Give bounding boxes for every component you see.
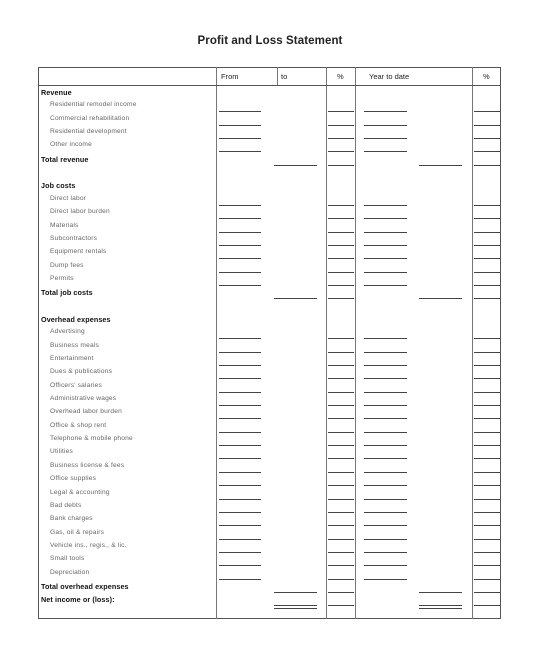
section-heading: Revenue — [41, 88, 72, 97]
ytd-amount-field[interactable] — [364, 472, 407, 473]
line-item-label: Dues & publications — [50, 368, 113, 376]
ytd-percent-field[interactable] — [474, 565, 500, 566]
percent-field[interactable] — [328, 258, 354, 259]
column-header-to: to — [281, 72, 288, 81]
line-item-label: Telephone & mobile phone — [50, 435, 133, 443]
percent-field[interactable] — [328, 418, 354, 419]
total-ytd-percent-field[interactable] — [474, 605, 500, 606]
ytd-amount-field[interactable] — [364, 125, 407, 126]
total-label: Total revenue — [41, 154, 89, 164]
total-amount-field[interactable] — [274, 605, 317, 606]
column-header-percent: % — [337, 72, 344, 81]
line-item-label: Administrative wages — [50, 395, 117, 403]
percent-field[interactable] — [328, 472, 354, 473]
ytd-amount-field[interactable] — [364, 539, 407, 540]
ytd-percent-field[interactable] — [474, 392, 500, 393]
statement-table — [38, 67, 501, 619]
percent-field[interactable] — [328, 352, 354, 353]
percent-field[interactable] — [328, 138, 354, 139]
line-item-label: Commercial rehabilitation — [50, 114, 130, 122]
ytd-percent-field[interactable] — [474, 125, 500, 126]
ytd-percent-field[interactable] — [474, 138, 500, 139]
total-ytd-percent-field[interactable] — [474, 298, 500, 299]
ytd-amount-field[interactable] — [364, 445, 407, 446]
line-item-label: Materials — [50, 221, 79, 229]
total-percent-field[interactable] — [328, 165, 354, 166]
column-divider — [472, 67, 473, 619]
ytd-percent-field[interactable] — [474, 445, 500, 446]
percent-field[interactable] — [328, 338, 354, 339]
ytd-amount-field[interactable] — [364, 285, 407, 286]
ytd-amount-field[interactable] — [364, 218, 407, 219]
ytd-percent-field[interactable] — [474, 285, 500, 286]
from-amount-field[interactable] — [219, 539, 261, 540]
ytd-amount-field[interactable] — [364, 378, 407, 379]
total-ytd-percent-field[interactable] — [474, 165, 500, 166]
ytd-amount-field[interactable] — [364, 565, 407, 566]
percent-field[interactable] — [328, 392, 354, 393]
percent-field[interactable] — [328, 539, 354, 540]
from-amount-field[interactable] — [219, 485, 261, 486]
ytd-amount-field[interactable] — [364, 432, 407, 433]
from-amount-field[interactable] — [219, 352, 261, 353]
ytd-percent-field[interactable] — [474, 151, 500, 152]
ytd-percent-field[interactable] — [474, 218, 500, 219]
column-divider — [355, 67, 356, 619]
from-amount-field[interactable] — [219, 525, 261, 526]
percent-field[interactable] — [328, 205, 354, 206]
ytd-percent-field[interactable] — [474, 245, 500, 246]
line-item-label: Business license & fees — [50, 461, 125, 469]
from-amount-field[interactable] — [219, 232, 261, 233]
percent-field[interactable] — [328, 499, 354, 500]
page-title: Profit and Loss Statement — [197, 35, 343, 47]
line-item-label: Advertising — [50, 328, 85, 336]
percent-field[interactable] — [328, 512, 354, 513]
percent-field[interactable] — [328, 218, 354, 219]
ytd-percent-field[interactable] — [474, 499, 500, 500]
line-item-label: Equipment rentals — [50, 248, 107, 256]
from-amount-field[interactable] — [219, 392, 261, 393]
net-double-underline[interactable] — [274, 608, 317, 609]
total-ytd-amount-field[interactable] — [419, 165, 462, 166]
total-amount-field[interactable] — [274, 165, 317, 166]
ytd-percent-field[interactable] — [474, 205, 500, 206]
ytd-amount-field[interactable] — [364, 552, 407, 553]
from-amount-field[interactable] — [219, 565, 261, 566]
ytd-amount-field[interactable] — [364, 365, 407, 366]
line-item-label: Officers' salaries — [50, 381, 103, 389]
ytd-percent-field[interactable] — [474, 405, 500, 406]
ytd-percent-field[interactable] — [474, 111, 500, 112]
total-ytd-amount-field[interactable] — [419, 605, 462, 606]
ytd-amount-field[interactable] — [364, 111, 407, 112]
section-heading: Job costs — [41, 181, 76, 191]
line-item-label: Direct labor burden — [50, 208, 110, 216]
header-divider — [38, 85, 501, 86]
percent-field[interactable] — [328, 405, 354, 406]
line-item-label: Residential remodel income — [50, 101, 137, 109]
ytd-amount-field[interactable] — [364, 579, 407, 580]
ytd-amount-field[interactable] — [364, 258, 407, 259]
percent-field[interactable] — [328, 445, 354, 446]
percent-field[interactable] — [328, 485, 354, 486]
from-amount-field[interactable] — [219, 272, 261, 273]
from-amount-field[interactable] — [219, 111, 261, 112]
total-amount-field[interactable] — [274, 298, 317, 299]
from-amount-field[interactable] — [219, 579, 261, 580]
percent-field[interactable] — [328, 151, 354, 152]
ytd-percent-field[interactable] — [474, 579, 500, 580]
percent-field[interactable] — [328, 365, 354, 366]
percent-field[interactable] — [328, 579, 354, 580]
from-amount-field[interactable] — [219, 138, 261, 139]
line-item-label: Direct labor — [50, 194, 87, 202]
percent-field[interactable] — [328, 552, 354, 553]
line-item-label: Bank charges — [50, 515, 93, 523]
percent-field[interactable] — [328, 111, 354, 112]
ytd-amount-field[interactable] — [364, 418, 407, 419]
column-divider — [216, 67, 217, 619]
ytd-percent-field[interactable] — [474, 539, 500, 540]
line-item-label: Small tools — [50, 555, 85, 563]
from-amount-field[interactable] — [219, 512, 261, 513]
ytd-amount-field[interactable] — [364, 458, 407, 459]
from-amount-field[interactable] — [219, 338, 261, 339]
ytd-percent-field[interactable] — [474, 485, 500, 486]
line-item-label: Dump fees — [50, 261, 84, 269]
ytd-percent-field[interactable] — [474, 552, 500, 553]
ytd-amount-field[interactable] — [364, 499, 407, 500]
total-ytd-amount-field[interactable] — [419, 298, 462, 299]
percent-field[interactable] — [328, 432, 354, 433]
total-ytd-amount-field[interactable] — [419, 592, 462, 593]
total-ytd-percent-field[interactable] — [474, 592, 500, 593]
from-amount-field[interactable] — [219, 151, 261, 152]
column-divider — [326, 67, 327, 619]
from-amount-field[interactable] — [219, 499, 261, 500]
line-item-label: Permits — [50, 274, 74, 282]
from-amount-field[interactable] — [219, 245, 261, 246]
ytd-percent-field[interactable] — [474, 458, 500, 459]
column-header-percent-ytd: % — [483, 72, 490, 81]
from-amount-field[interactable] — [219, 458, 261, 459]
line-item-label: Gas, oil & repairs — [50, 528, 105, 536]
ytd-amount-field[interactable] — [364, 512, 407, 513]
from-amount-field[interactable] — [219, 378, 261, 379]
net-ytd-double-underline[interactable] — [419, 608, 462, 609]
total-label: Total overhead expenses — [41, 581, 129, 591]
from-amount-field[interactable] — [219, 418, 261, 419]
ytd-percent-field[interactable] — [474, 525, 500, 526]
ytd-amount-field[interactable] — [364, 485, 407, 486]
ytd-amount-field[interactable] — [364, 138, 407, 139]
percent-field[interactable] — [328, 458, 354, 459]
column-header-from: From — [221, 72, 239, 81]
total-label: Total job costs — [41, 288, 93, 298]
column-header-year-to-date: Year to date — [369, 72, 410, 81]
ytd-percent-field[interactable] — [474, 432, 500, 433]
section-heading: Overhead expenses — [41, 314, 111, 324]
from-amount-field[interactable] — [219, 258, 261, 259]
ytd-percent-field[interactable] — [474, 338, 500, 339]
ytd-amount-field[interactable] — [364, 151, 407, 152]
from-amount-field[interactable] — [219, 552, 261, 553]
ytd-percent-field[interactable] — [474, 232, 500, 233]
percent-field[interactable] — [328, 565, 354, 566]
line-item-label: Business meals — [50, 341, 99, 349]
from-amount-field[interactable] — [219, 285, 261, 286]
ytd-percent-field[interactable] — [474, 418, 500, 419]
ytd-amount-field[interactable] — [364, 392, 407, 393]
ytd-amount-field[interactable] — [364, 272, 407, 273]
ytd-amount-field[interactable] — [364, 205, 407, 206]
ytd-percent-field[interactable] — [474, 352, 500, 353]
ytd-percent-field[interactable] — [474, 472, 500, 473]
total-percent-field[interactable] — [328, 298, 354, 299]
line-item-label: Legal & accounting — [50, 488, 110, 496]
line-item-label: Office supplies — [50, 475, 97, 483]
ytd-amount-field[interactable] — [364, 245, 407, 246]
total-amount-field[interactable] — [274, 592, 317, 593]
from-amount-field[interactable] — [219, 205, 261, 206]
ytd-percent-field[interactable] — [474, 258, 500, 259]
line-item-label: Office & shop rent — [50, 421, 107, 429]
ytd-amount-field[interactable] — [364, 232, 407, 233]
ytd-percent-field[interactable] — [474, 272, 500, 273]
line-item-label: Utilities — [50, 448, 74, 456]
line-item-label: Depreciation — [50, 568, 90, 576]
from-amount-field[interactable] — [219, 472, 261, 473]
ytd-percent-field[interactable] — [474, 365, 500, 366]
ytd-percent-field[interactable] — [474, 378, 500, 379]
percent-field[interactable] — [328, 378, 354, 379]
line-item-label: Overhead labor burden — [50, 408, 123, 416]
percent-field[interactable] — [328, 525, 354, 526]
line-item-label: Subcontractors — [50, 234, 98, 242]
percent-field[interactable] — [328, 125, 354, 126]
line-item-label: Residential development — [50, 128, 127, 136]
total-percent-field[interactable] — [328, 592, 354, 593]
from-amount-field[interactable] — [219, 365, 261, 366]
percent-field[interactable] — [328, 232, 354, 233]
ytd-amount-field[interactable] — [364, 405, 407, 406]
from-amount-field[interactable] — [219, 218, 261, 219]
total-label: Net income or (loss): — [41, 595, 115, 605]
ytd-amount-field[interactable] — [364, 525, 407, 526]
ytd-percent-field[interactable] — [474, 512, 500, 513]
percent-field[interactable] — [328, 245, 354, 246]
line-item-label: Entertainment — [50, 355, 94, 362]
from-amount-field[interactable] — [219, 445, 261, 446]
line-item-label: Bad debts — [50, 501, 82, 509]
line-item-label: Other income — [50, 141, 92, 149]
ytd-amount-field[interactable] — [364, 338, 407, 339]
from-amount-field[interactable] — [219, 125, 261, 126]
total-percent-field[interactable] — [328, 605, 354, 606]
from-amount-field[interactable] — [219, 432, 261, 433]
ytd-amount-field[interactable] — [364, 352, 407, 353]
line-item-label: Vehicle ins., regis., & lic. — [50, 541, 127, 549]
percent-field[interactable] — [328, 285, 354, 286]
column-divider — [277, 67, 278, 86]
from-amount-field[interactable] — [219, 405, 261, 406]
percent-field[interactable] — [328, 272, 354, 273]
